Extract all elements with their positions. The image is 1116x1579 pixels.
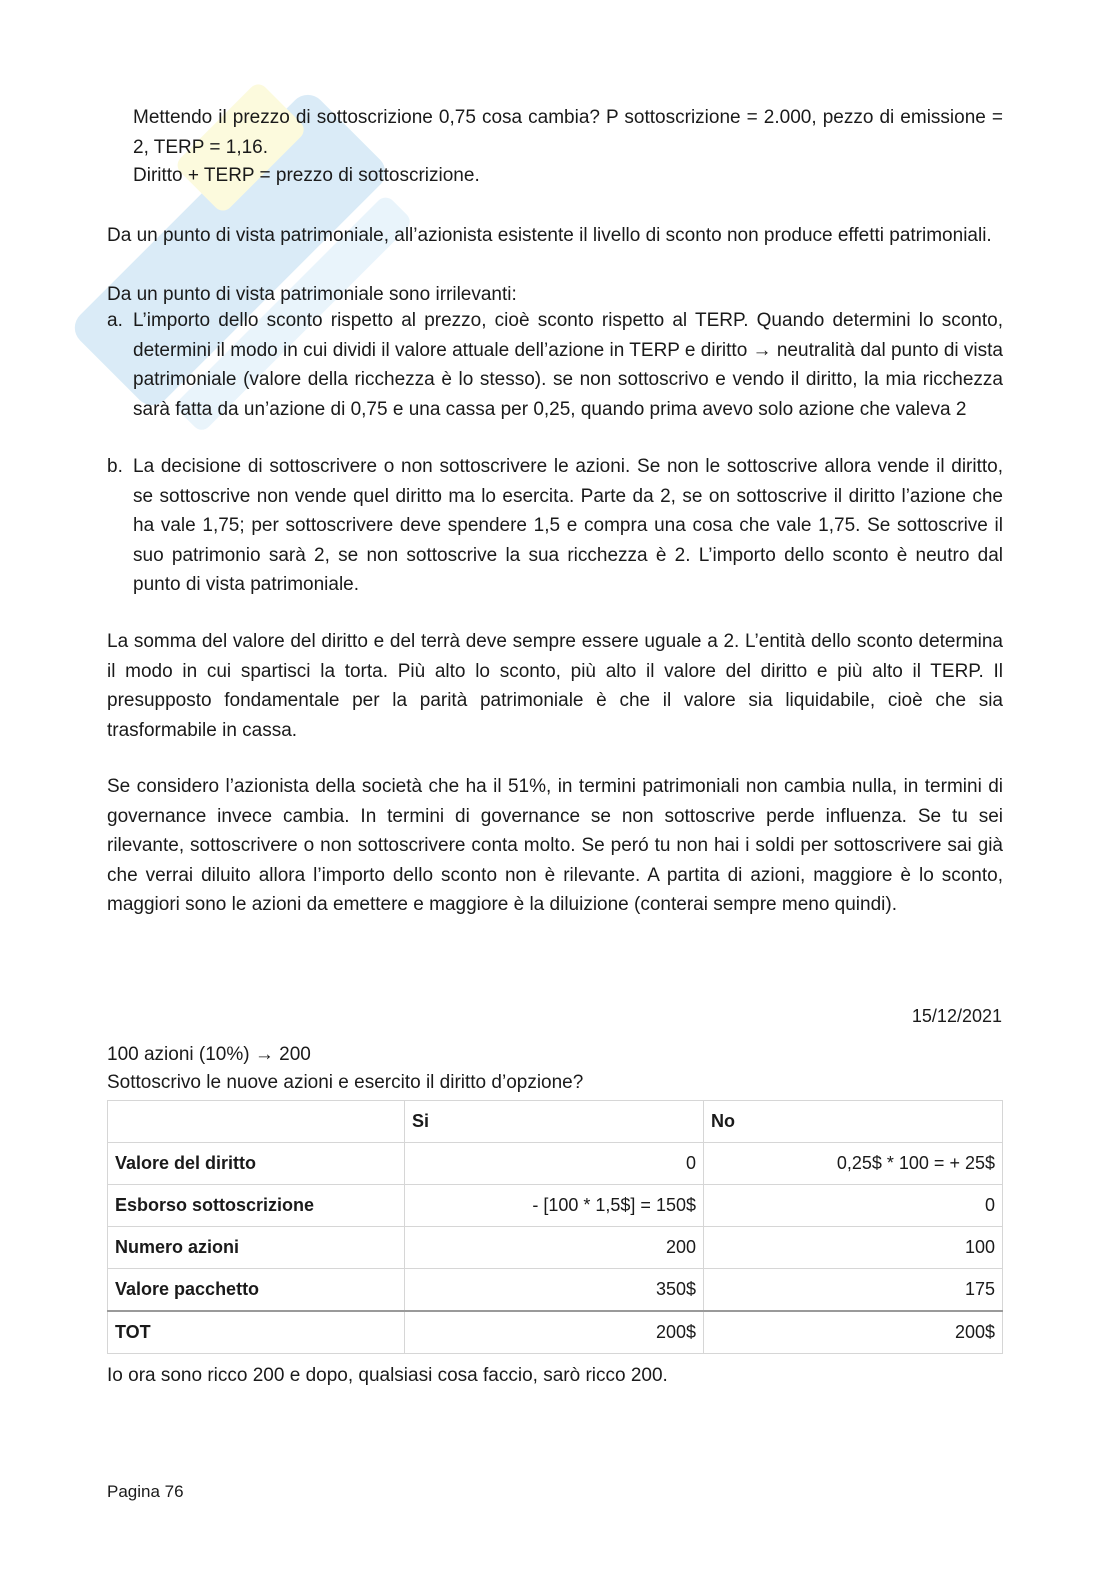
conclusion-line: Io ora sono ricco 200 e dopo, qualsiasi cosa faccio, sarò ricco 200. xyxy=(107,1365,668,1386)
table-header-empty xyxy=(108,1101,405,1143)
page-number: Pagina 76 xyxy=(107,1482,184,1501)
row-label: Valore pacchetto xyxy=(108,1269,405,1312)
cell-si: 200$ xyxy=(405,1311,704,1354)
subscription-table xyxy=(107,1100,1003,1354)
row-label: Valore del diritto xyxy=(108,1143,405,1185)
cell-si: 350$ xyxy=(405,1269,704,1312)
cell-no: 200$ xyxy=(704,1311,1003,1354)
list-marker: b. xyxy=(107,456,123,477)
cell-no: 0,25$ * 100 = + 25$ xyxy=(704,1143,1003,1185)
row-label: Numero azioni xyxy=(108,1227,405,1269)
intro-line-2: Diritto + TERP = prezzo di sottoscrizione. xyxy=(133,165,480,186)
table-row xyxy=(108,1185,1003,1227)
paragraph-somma: La somma del valore del diritto e del terrà deve sempre essere uguale a 2. L’entità dello sconto determina il modo in cui spartisci la torta. Più alto lo sconto, più alto il valore del diritto e più alto il TERP. Il presupposto fondamentale per la parità patrimoniale è che il valore sia liquidabile, cioè che sia trasformabile in cassa. xyxy=(107,631,1003,741)
table-row xyxy=(108,1227,1003,1269)
table-header-row xyxy=(108,1101,1003,1143)
paragraph-sconto-patrimoniale: Da un punto di vista patrimoniale, all’azionista esistente il livello di sconto non produce effetti patrimoniali. xyxy=(107,225,992,246)
row-label: Esborso sottoscrizione xyxy=(108,1185,405,1227)
table-header-si: Si xyxy=(405,1101,704,1143)
paragraph-governance: Se considero l’azionista della società che ha il 51%, in termini patrimoniali non cambia nulla, in termini di governance invece cambia. In termini di governance se non sottoscrive perde influenza. Se tu sei rilevante, sottoscrivere o non sottoscrivere conta molto. Se peró tu non hai i soldi per sottoscrivere sai già che verrai diluito allora l’importo dello sconto non è rilevante. A partita di azioni, maggiore è lo sconto, maggiori sono le azioni da emettere e maggiore è la diluizione (conterai sempre meno quindi). xyxy=(107,776,1003,916)
intro-line-1: Mettendo il prezzo di sottoscrizione 0,75 cosa cambia? P sottoscrizione = 2.000, pezzo di emissione = 2, TERP = 1,16. xyxy=(133,107,1003,158)
cell-no: 175 xyxy=(704,1269,1003,1312)
cell-si: - [100 * 1,5$] = 150$ xyxy=(405,1185,704,1227)
list-item-text: La decisione di sottoscrivere o non sottoscrivere le azioni. Se non le sottoscrive allora vende il diritto, se sottoscrive non vende quel diritto ma lo esercita. Parte da 2, se on sottoscrive il diritto l’azione che ha vale 1,75; per sottoscrivere deve spendere 1,5 e compra una cosa che vale 1,75. Se sottoscrive il suo patrimonio sarà 2, se non sottoscrive la sua ricchezza è 2. L’importo dello sconto è neutro dal punto di vista patrimoniale. xyxy=(133,456,1003,596)
table-row xyxy=(108,1269,1003,1312)
question-line: Sottoscrivo le nuove azioni e esercito il diritto d’opzione? xyxy=(107,1072,584,1093)
cell-no: 0 xyxy=(704,1185,1003,1227)
row-label: TOT xyxy=(108,1311,405,1354)
paragraph-irrilevanti: Da un punto di vista patrimoniale sono irrilevanti: xyxy=(107,284,517,305)
cell-si: 0 xyxy=(405,1143,704,1185)
cell-no: 100 xyxy=(704,1227,1003,1269)
list-item-a xyxy=(107,306,1003,424)
lecture-date: 15/12/2021 xyxy=(911,1006,1002,1026)
table-header-no: No xyxy=(704,1101,1003,1143)
table-total-row xyxy=(108,1311,1003,1354)
list-item-text: L’importo dello sconto rispetto al prezzo, cioè sconto rispetto al TERP. Quando determini lo sconto, determini il modo in cui dividi il valore attuale dell’azione in TERP e diritto → neutralità dal punto di vista patrimoniale (valore della ricchezza è lo stesso). se non sottoscrivo e vendo il diritto, la mia ricchezza sarà fatta da un’azione di 0,75 e una cassa per 0,25, quando prima avevo solo azione che valeva 2 xyxy=(133,310,1003,420)
list-item-b xyxy=(107,452,1003,600)
cell-si: 200 xyxy=(405,1227,704,1269)
list-marker: a. xyxy=(107,310,123,331)
table-row xyxy=(108,1143,1003,1185)
shares-line: 100 azioni (10%) → 200 xyxy=(107,1044,311,1065)
